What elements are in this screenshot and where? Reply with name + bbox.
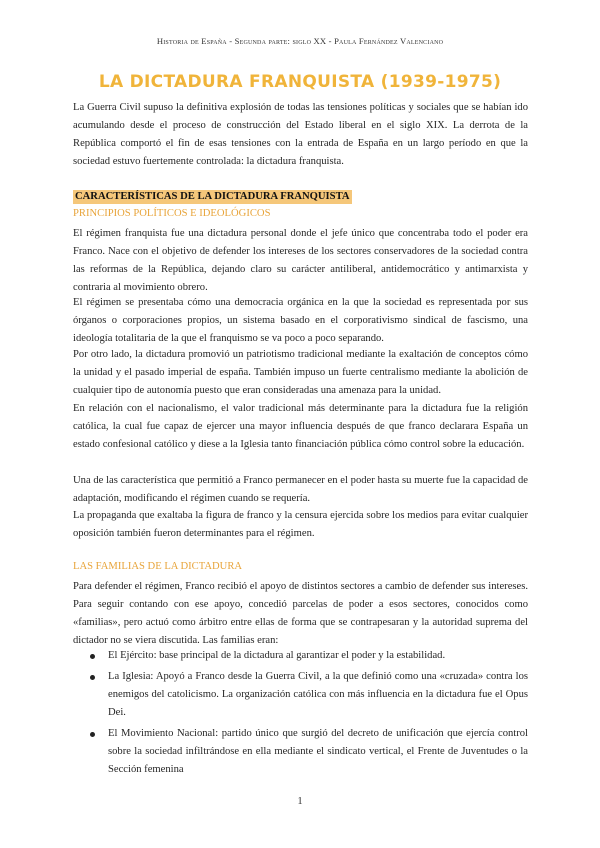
section-heading-characteristics: CARACTERÍSTICAS DE LA DICTADURA FRANQUISTA [75, 191, 350, 202]
subheading-families: LAS FAMILIAS DE LA DICTADURA [73, 561, 243, 572]
subheading-principles: PRINCIPIOS POLÍTICOS E IDEOLÓGICOS [73, 208, 271, 219]
page-number: 1 [297, 796, 303, 807]
paragraph-religion: En relación con el nacionalismo, el valor tradicional más determinante para la dictadura fue la religión católica, la cual fue capaz de ejercer una mayor influencia después de que franco declarara España un estado confesional católico y diese a la Iglesia tanto financiación pública cómo control sobre la educación. [73, 403, 528, 450]
intro-paragraph: La Guerra Civil supuso la definitiva explosión de todas las tensiones políticas y sociales que se habían ido acumulando desde el proceso de construcción del Estado liberal en el siglo XIX. La derrota de la República comportó el fin de esas tensiones con la entrada de España en un largo período en que la sociedad estuvo fuertemente controlada: la dictadura franquista. [73, 102, 528, 167]
list-item-text: El Movimiento Nacional: partido único que surgió del decreto de unificación que ejercía control sobre la sociedad infiltrándose en ella mediante el sindicato vertical, el Frente de Juventudes o la Sección femenina [108, 728, 528, 775]
list-item [93, 647, 528, 665]
list-item-text: El Ejército: base principal de la dictadura al garantizar el poder y la estabilidad. [108, 650, 446, 661]
bullet-icon [90, 732, 95, 737]
bullet-icon [90, 675, 95, 680]
page-title: LA DICTADURA FRANQUISTA (1939-1975) [98, 72, 502, 92]
list-item [93, 668, 528, 722]
paragraph-patriotism: Por otro lado, la dictadura promovió un patriotismo tradicional mediante la exaltación de conceptos cómo la unidad y el pasado imperial de españa. También impuso un fuerte centralismo mediante la abolición de cualquier tipo de autonomía puesto que eran consideradas una amenaza para la unidad. [73, 349, 528, 396]
running-header: Historia de España - Segunda parte: siglo XX - Paula Fernández Valenciano [156, 36, 444, 46]
paragraph-propaganda: La propaganda que exaltaba la figura de franco y la censura ejercida sobre los medios para evitar cualquier oposición también fueron determinantes para el régimen. [73, 510, 528, 539]
list-item [93, 725, 528, 779]
paragraph-adaptation: Una de las característica que permitió a Franco permanecer en el poder hasta su muerte fue la capacidad de adaptación, modificando el régimen cuando se requería. [73, 475, 528, 504]
bullet-icon [90, 654, 95, 659]
families-list [93, 647, 528, 782]
paragraph-organic-democracy: El régimen se presentaba cómo una democracia orgánica en la que la sociedad es representada por sus órganos o corporaciones propios, un sistema basado en el corporativismo sindical de fascismo, una ideología totalitaria de la que el franquismo se va poco a poco separando. [73, 297, 528, 344]
paragraph-personal-dictatorship: El régimen franquista fue una dictadura personal donde el jefe único que concentraba todo el poder era Franco. Nace con el objetivo de defender los intereses de los sectores conservadores de la sociedad contra las reformas de la República, dejando claro su carácter antiliberal, antidemocrático y antimarxista y contraria al movimiento obrero. [73, 228, 528, 293]
paragraph-families-intro: Para defender el régimen, Franco recibió el apoyo de distintos sectores a cambio de defender sus intereses. Para seguir contando con ese apoyo, concedió parcelas de poder a esos sectores, conocidos como «familias», pero actuó como árbitro entre ellas de forma que se contrapesaran y la autoridad suprema del dictador no se viera discutida. Las familias eran: [73, 581, 528, 646]
list-item-text: La Iglesia: Apoyó a Franco desde la Guerra Civil, a la que definió como una «cruzada» contra los enemigos del catolicismo. La organización católica con más influencia en la dictadura fue el Opus Dei. [108, 671, 528, 718]
